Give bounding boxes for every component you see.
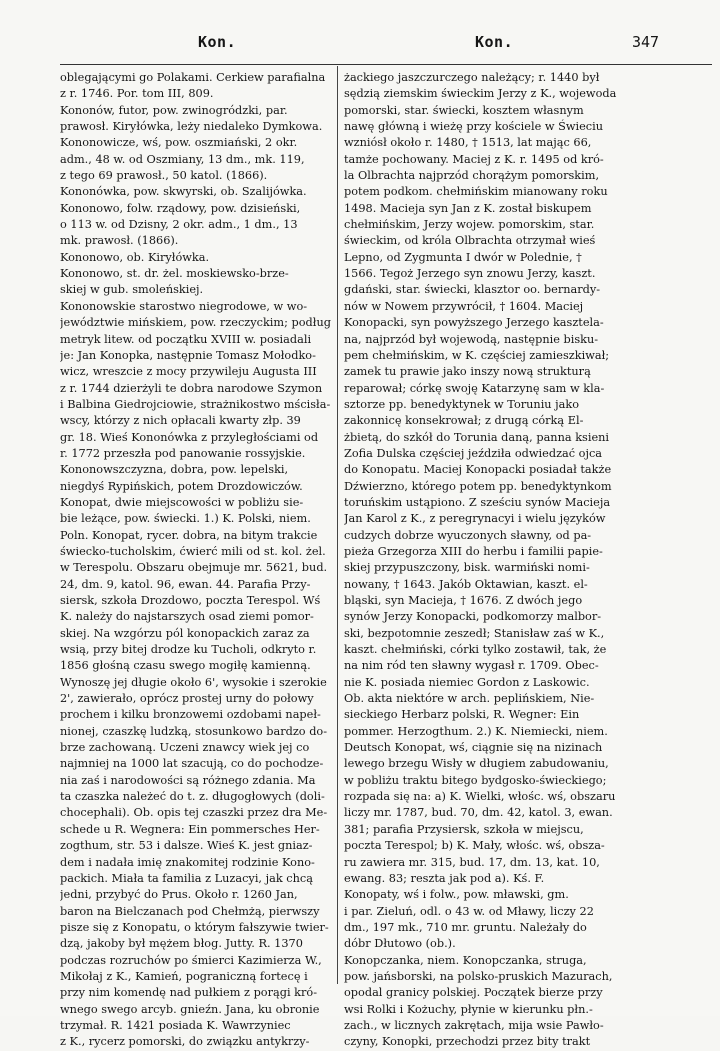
text-line: baron na Bielczanach pod Chełmżą, pierwszy (60, 904, 320, 918)
text-line: wsi Rolki i Kożuchy, płynie w kierunku płn.- (344, 1002, 593, 1016)
text-line: packich. Miała ta familia z Luzacyi, jak chcą (60, 871, 313, 885)
text-line: o 113 w. od Dzisny, 2 okr. adm., 1 dm., 13 (60, 218, 298, 232)
text-line: wsią, przy bitej drodze ku Tucholi, odkryto r. (60, 643, 317, 657)
text-line: je: Jan Konopka, następnie Tomasz Mołodko- (60, 348, 316, 362)
text-line: świeckim, od króla Olbrachta otrzymał wieś (344, 234, 596, 248)
text-line: Kononów, futor, pow. zwinogródzki, par. (60, 103, 288, 117)
text-line: z r. 1744 dzierżyli te dobra narodowe Szymon (60, 381, 323, 395)
text-line: ski, bezpotomnie zeszedł; Stanisław zaś w K., (344, 626, 605, 640)
column-divider (337, 66, 338, 984)
text-line: Lepno, od Zygmunta I dwór w Polednie, † (344, 250, 582, 264)
text-line: nie K. posiada niemiec Gordon z Laskowic. (344, 675, 590, 689)
text-line: pisze się z Konopatu, o którym fałszywie twier- (60, 920, 329, 934)
text-line: z tego 69 prawosł., 50 katol. (1866). (60, 169, 268, 183)
page-number: 347 (632, 33, 660, 51)
text-line: sieckiego Herbarz polski, R. Wegner: Ein (344, 708, 580, 722)
text-line: Kononówka, pow. skwyrski, ob. Szalijówka. (60, 185, 307, 199)
text-line: pieża Grzegorza XIII do herbu i familii papie- (344, 544, 603, 558)
text-line: la Olbrachta najprzód chorążym pomorskim, (344, 169, 600, 183)
text-line: wnego swego arcyb. gnieźn. Jana, ku obronie (60, 1002, 320, 1016)
text-line: bląski, syn Macieja, † 1676. Z dwóch jego (344, 594, 583, 607)
text-line: ru zawiera mr. 315, bud. 17, dm. 13, kat. 10, (344, 855, 600, 869)
text-line: kaszt. chełmiński, córki tylko zostawił, tak, że (344, 643, 607, 657)
text-line: K. należy do najstarszych osad ziemi pomor- (60, 610, 314, 624)
text-line: prochem i kilku bronzowemi ozdobami napeł- (60, 708, 321, 722)
text-line: rozpada się na: a) K. Wielki, włośc. wś, obszaru (344, 790, 616, 804)
text-line: Konopaty, wś i folw., pow. mławski, gm. (344, 888, 569, 902)
text-line: tamże pochowany. Maciej z K. r. 1495 od kró- (344, 152, 604, 166)
text-line: w Terespolu. Obszaru obejmuje mr. 5621, bud. (60, 561, 328, 575)
text-line: Jan Karol z K., z peregrynacyi i wielu języków (344, 512, 606, 526)
text-line: Kononowo, st. dr. żel. moskiewsko-brze- (60, 267, 289, 281)
text-line: Deutsch Konopat, wś, ciągnie się na nizinach (344, 741, 603, 755)
text-line: czyny, Konopki, przechodzi przez bity trakt (344, 1035, 591, 1049)
text-line: pomorski, star. świecki, kosztem własnym (344, 103, 584, 117)
text-line: zogthum, str. 53 i dalsze. Wieś K. jest gniaz- (60, 839, 313, 853)
text-line: Konopat, dwie miejscowości w pobliżu sie- (60, 495, 304, 509)
text-line: Zofia Dulska częściej jeździła odwiedzać ojca (344, 446, 603, 460)
text-line: niegdyś Rypińskich, potem Drozdowiczów. (60, 479, 303, 493)
text-line: zamek tu prawie jako inszy nową strukturą (344, 365, 591, 379)
text-line: do Konopatu. Maciej Konopacki posiadał także (344, 463, 612, 477)
text-line: bie leżące, pow. świecki. 1.) K. Polski, niem. (60, 512, 311, 526)
text-line: Ob. akta niektóre w arch. peplińskiem, Nie- (344, 692, 595, 706)
text-line: Kononowszczyzna, dobra, pow. lepelski, (60, 463, 289, 477)
text-line: Dźwierzno, którego potem pp. benedyktynkom (344, 479, 612, 493)
left-column (60, 70, 336, 1051)
text-line: 1498. Macieja syn Jan z K. został biskupem (344, 201, 592, 215)
text-line: gdański, star. świecki, klasztor oo. bernardy- (344, 283, 601, 297)
text-line: poczta Terespol; b) K. Mały, włośc. wś, obsza- (344, 839, 605, 853)
text-line: siersk, szkoła Drozdowo, poczta Terespol. Wś (60, 594, 321, 607)
text-line: na, najprzód był wojewodą, następnie bisku- (344, 332, 599, 346)
text-line: Kononowo, folw. rządowy, pow. dzisieński, (60, 201, 301, 215)
text-line: gr. 18. Wieś Kononówka z przyległościami od (60, 430, 319, 444)
text-line: skiej w gub. smoleńskiej. (60, 283, 204, 297)
text-line: liczy mr. 1787, bud. 70, dm. 42, katol. 3, ewan. (344, 806, 613, 820)
text-line: ewang. 83; reszta jak pod a). Kś. F. (344, 871, 545, 885)
text-line: pow. jańsborski, na polsko-pruskich Mazurach, (344, 969, 613, 983)
text-line: najmniej na 1000 lat szacują, co do pochodze- (60, 757, 324, 771)
text-line: nionej, czaszkę ludzką, stosunkowo bardzo do- (60, 724, 328, 738)
text-line: sędzią ziemskim świeckim Jerzy z K., wojewoda (344, 87, 617, 101)
text-line: i par. Zieluń, odl. o 43 w. od Mławy, liczy 22 (344, 904, 594, 918)
text-line: z K., rycerz pomorski, do związku antykrzy- (60, 1035, 310, 1049)
text-line: potem podkom. chełmińskim mianowany roku (344, 185, 608, 199)
text-line: Kononowskie starostwo niegrodowe, w wo- (60, 299, 308, 313)
text-line: r. 1772 przeszła pod panowanie rossyjskie. (60, 446, 306, 460)
left-running-head: Kon. (198, 33, 237, 51)
text-line: prawosł. Kiryłówka, leży niedaleko Dymkowa. (60, 120, 323, 134)
text-line: Konopczanka, niem. Konopczanka, struga, (344, 953, 587, 967)
text-line: z r. 1746. Por. tom III, 809. (60, 87, 214, 101)
text-line: nia zaś i narodowości są różnego zdania. Ma (60, 773, 316, 787)
text-line: mk. prawosł. (1866). (60, 234, 179, 248)
text-line: żackiego jaszczurczego należący; r. 1440 był (344, 71, 600, 84)
text-line: 2', zawierało, oprócz prostej urny do połowy (60, 692, 314, 706)
text-line: nów w Nowem przywrócił, † 1604. Maciej (344, 299, 584, 313)
text-line: schede u R. Wegnera: Ein pommersches Her- (60, 822, 320, 836)
text-line: i Balbina Giedrojciowie, strażnikostwo mścisła- (60, 397, 331, 411)
text-line: ta czaszka należeć do t. z. długogłowych (doli- (60, 790, 325, 804)
text-line: nowany, † 1643. Jakób Oktawian, kaszt. el- (344, 577, 588, 591)
text-line: wscy, którzy z nich opłacali kwarty złp. 39 (60, 414, 301, 428)
text-line: dóbr Dłutowo (ob.). (344, 937, 456, 951)
text-line: w pobliżu traktu bitego bydgosko-świeckiego; (344, 773, 607, 787)
text-line: Kononowicze, wś, pow. oszmiański, 2 okr. (60, 136, 298, 150)
text-line: nawę główną i wieżę przy kościele w Świeciu (344, 120, 604, 134)
page-header (0, 33, 720, 55)
text-line: metryk litew. od początku XVIII w. posiadali (60, 332, 312, 346)
header-rule (60, 64, 712, 65)
text-line: 381; parafia Przysiersk, szkoła w miejscu, (344, 822, 584, 836)
text-line: Konopacki, syn powyższego Jerzego kasztela- (344, 316, 604, 330)
text-line: chełmińskim, Jerzy wojew. pomorskim, star. (344, 218, 595, 232)
text-line: jewództwie mińskiem, pow. rzeczyckim; podług (60, 316, 331, 330)
text-line: lewego brzegu Wisły w długiem zabudowaniu, (344, 757, 609, 771)
text-line: adm., 48 w. od Oszmiany, 13 dm., mk. 119, (60, 152, 305, 166)
text-line: na nim ród ten sławny wygasł r. 1709. Obec- (344, 659, 599, 673)
text-line: podczas rozruchów po śmierci Kazimierza W., (60, 953, 322, 967)
text-line: trzymał. R. 1421 posiada K. Wawrzyniec (60, 1018, 291, 1032)
text-line: synów Jerzy Konopacki, podkomorzy malbor- (344, 610, 602, 624)
right-running-head: Kon. (475, 33, 514, 51)
text-line: skiej. Na wzgórzu pól konopackich zaraz za (60, 626, 310, 640)
text-line: wzniósł około r. 1480, † 1513, lat mając 66, (344, 136, 592, 150)
right-column (344, 70, 714, 1051)
text-line: oblegającymi go Polakami. Cerkiew parafialna (60, 71, 326, 84)
text-line: przy nim komendę nad pułkiem z porągi kró- (60, 986, 318, 1000)
text-line: dem i nadała imię znakomitej rodzinie Kono- (60, 855, 315, 869)
text-line: jedni, przybyć do Prus. Około r. 1260 Jan, (60, 888, 298, 902)
text-line: cudzych dobrze wyuczonych sławny, od pa- (344, 528, 592, 542)
text-line: zach., w licznych zakrętach, mija wsie Pawło- (344, 1018, 604, 1032)
text-line: Poln. Konopat, rycer. dobra, na bitym trakcie (60, 528, 318, 542)
text-line: 24, dm. 9, katol. 96, ewan. 44. Parafia Przy- (60, 577, 311, 591)
text-line: pommer. Herzogthum. 2.) K. Niemiecki, niem. (344, 724, 608, 738)
text-line: skiej przypuszczony, bisk. warmiński nomi- (344, 561, 590, 575)
text-line: brze zachowaną. Uczeni znawcy wiek jej co (60, 741, 310, 755)
text-line: pem chełmińskim, w K. częściej zamieszkiwał; (344, 348, 610, 362)
text-line: dm., 197 mk., 710 mr. gruntu. Należały do (344, 920, 587, 934)
text-line: świecko-tucholskim, ćwierć mili od st. kol. żel. (60, 544, 326, 558)
text-line: reparował; córkę swoję Katarzynę sam w kla- (344, 381, 605, 395)
text-line: żbietą, do szkół do Torunia daną, panna ksieni (344, 430, 610, 444)
text-line: sztorze pp. benedyktynek w Toruniu jako (344, 397, 580, 411)
text-line: zakonnicę konsekrował; z drugą córką El- (344, 414, 584, 428)
text-line: Wynoszę jej długie około 6', wysokie i szerokie (60, 675, 327, 689)
text-line: wicz, wreszcie z mocy przywileju Augusta III (60, 365, 317, 379)
text-line: 1566. Tegoż Jerzego syn znowu Jerzy, kaszt. (344, 267, 596, 281)
text-line: opodal granicy polskiej. Początek bierze przy (344, 986, 603, 1000)
text-line: Mikołaj z K., Kamień, pograniczną fortecę i (60, 969, 308, 983)
text-line: chocephali). Ob. opis tej czaszki przez dra Me- (60, 806, 328, 820)
text-line: 1856 głośną czasu swego mogiłę kamienną. (60, 659, 311, 673)
text-line: dzą, jakoby był mężem błog. Jutty. R. 1370 (60, 937, 303, 951)
text-line: toruńskim ustąpiono. Z sześciu synów Macieja (344, 495, 611, 509)
text-line: Kononowo, ob. Kiryłówka. (60, 250, 210, 264)
